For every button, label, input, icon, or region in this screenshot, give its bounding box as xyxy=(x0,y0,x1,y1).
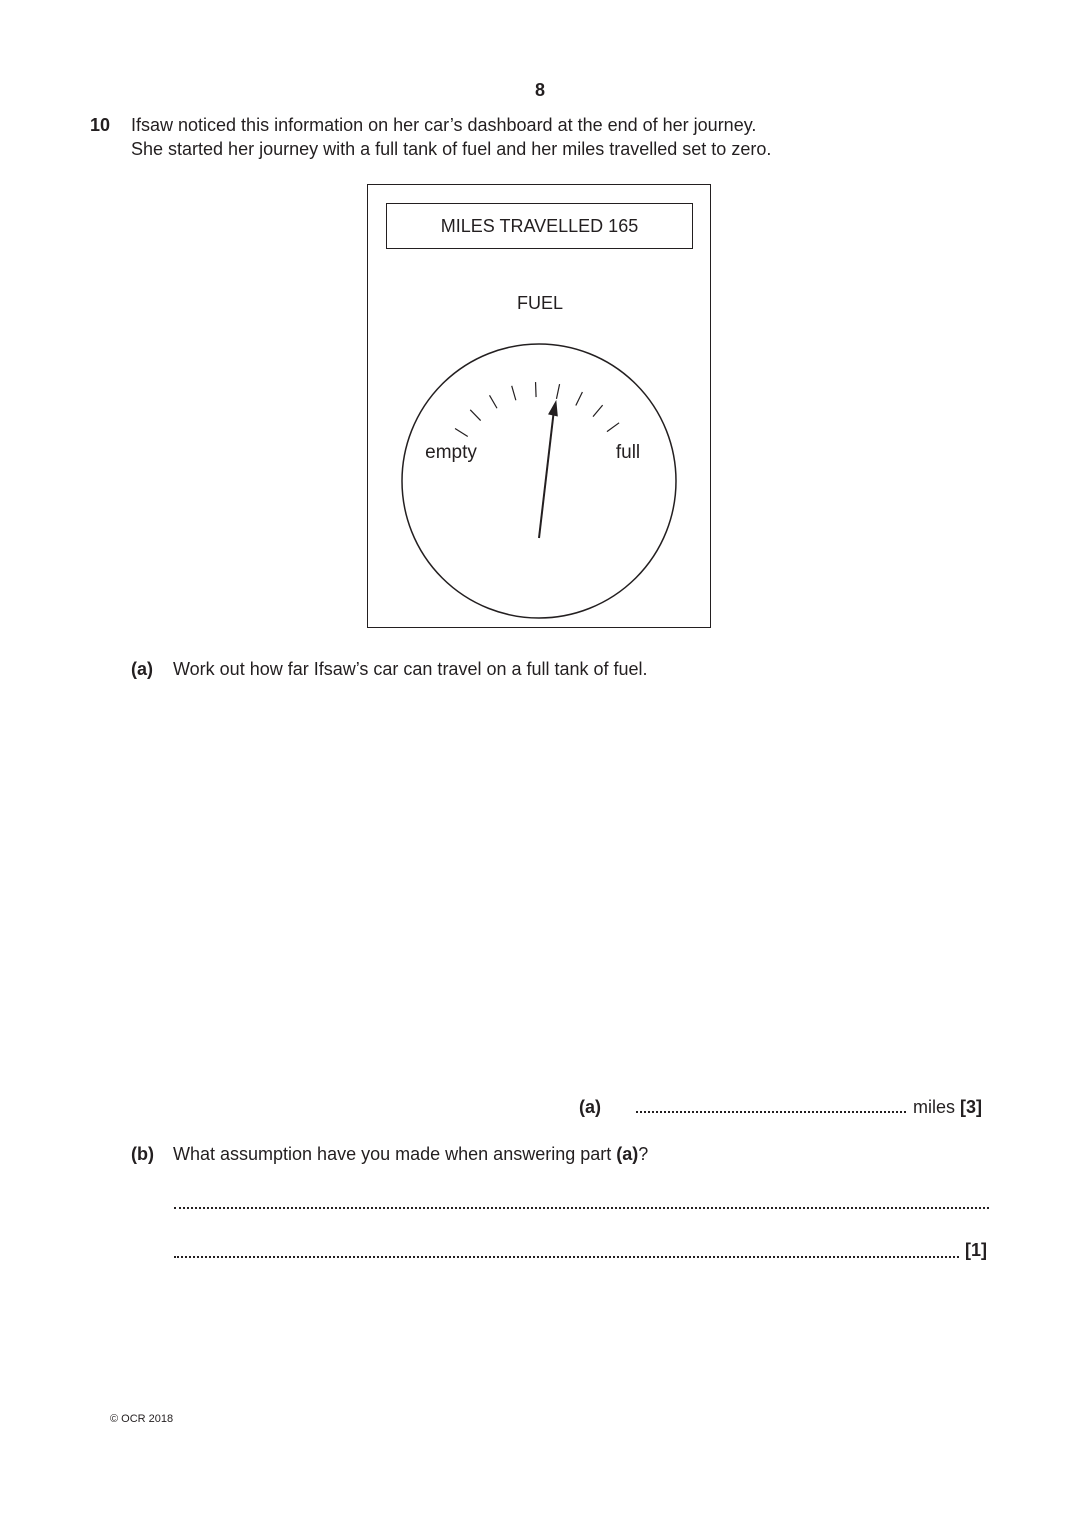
part-b-question-ref: (a) xyxy=(616,1144,639,1164)
page-number: 8 xyxy=(534,80,545,100)
gauge-tick xyxy=(536,382,537,397)
part-a-marks-value: [3] xyxy=(960,1097,983,1117)
miles-travelled-label: MILES TRAVELLED 165 xyxy=(440,215,639,236)
part-a-answer-line[interactable] xyxy=(636,1111,906,1113)
part-b-question-text: What assumption have you made when answering part xyxy=(173,1144,617,1164)
part-a-unit: miles xyxy=(913,1097,956,1117)
gauge-needle xyxy=(539,412,554,538)
part-b-label: (b) xyxy=(131,1144,154,1164)
part-b-answer-line-1[interactable] xyxy=(174,1207,989,1209)
fuel-gauge xyxy=(367,184,711,628)
question-text-line-1: Ifsaw noticed this information on her car’s dashboard at the end of her journey. xyxy=(131,115,757,135)
part-b-question-end: ? xyxy=(638,1144,649,1164)
part-b-question xyxy=(173,1144,648,1165)
gauge-tick xyxy=(576,392,583,405)
gauge-full-label: full xyxy=(615,442,641,463)
gauge-tick xyxy=(607,423,619,432)
fuel-label: FUEL xyxy=(516,293,563,313)
question-text-line-2: She started her journey with a full tank of fuel and her miles travelled set to zero. xyxy=(131,139,772,159)
part-a-question: Work out how far Ifsaw’s car can travel on a full tank of fuel. xyxy=(173,659,648,679)
gauge-tick xyxy=(470,410,480,421)
gauge-dial-circle xyxy=(402,344,676,618)
gauge-empty-label: empty xyxy=(425,442,477,463)
gauge-tick xyxy=(593,405,603,416)
gauge-tick xyxy=(556,384,559,399)
part-b-answer-line-2[interactable] xyxy=(174,1256,959,1258)
gauge-needle-arrowhead xyxy=(548,400,558,417)
gauge-tick xyxy=(455,429,468,437)
part-a-label: (a) xyxy=(131,659,153,679)
gauge-ticks xyxy=(455,382,619,436)
part-b-marks-value: [1] xyxy=(965,1240,987,1260)
question-number: 10 xyxy=(90,115,111,135)
part-a-marks xyxy=(913,1097,982,1118)
gauge-tick xyxy=(512,386,516,400)
part-b-marks xyxy=(965,1240,987,1261)
gauge-tick xyxy=(490,395,498,408)
part-a-answer-label: (a) xyxy=(579,1097,601,1117)
copyright: © OCR 2018 xyxy=(110,1413,174,1425)
